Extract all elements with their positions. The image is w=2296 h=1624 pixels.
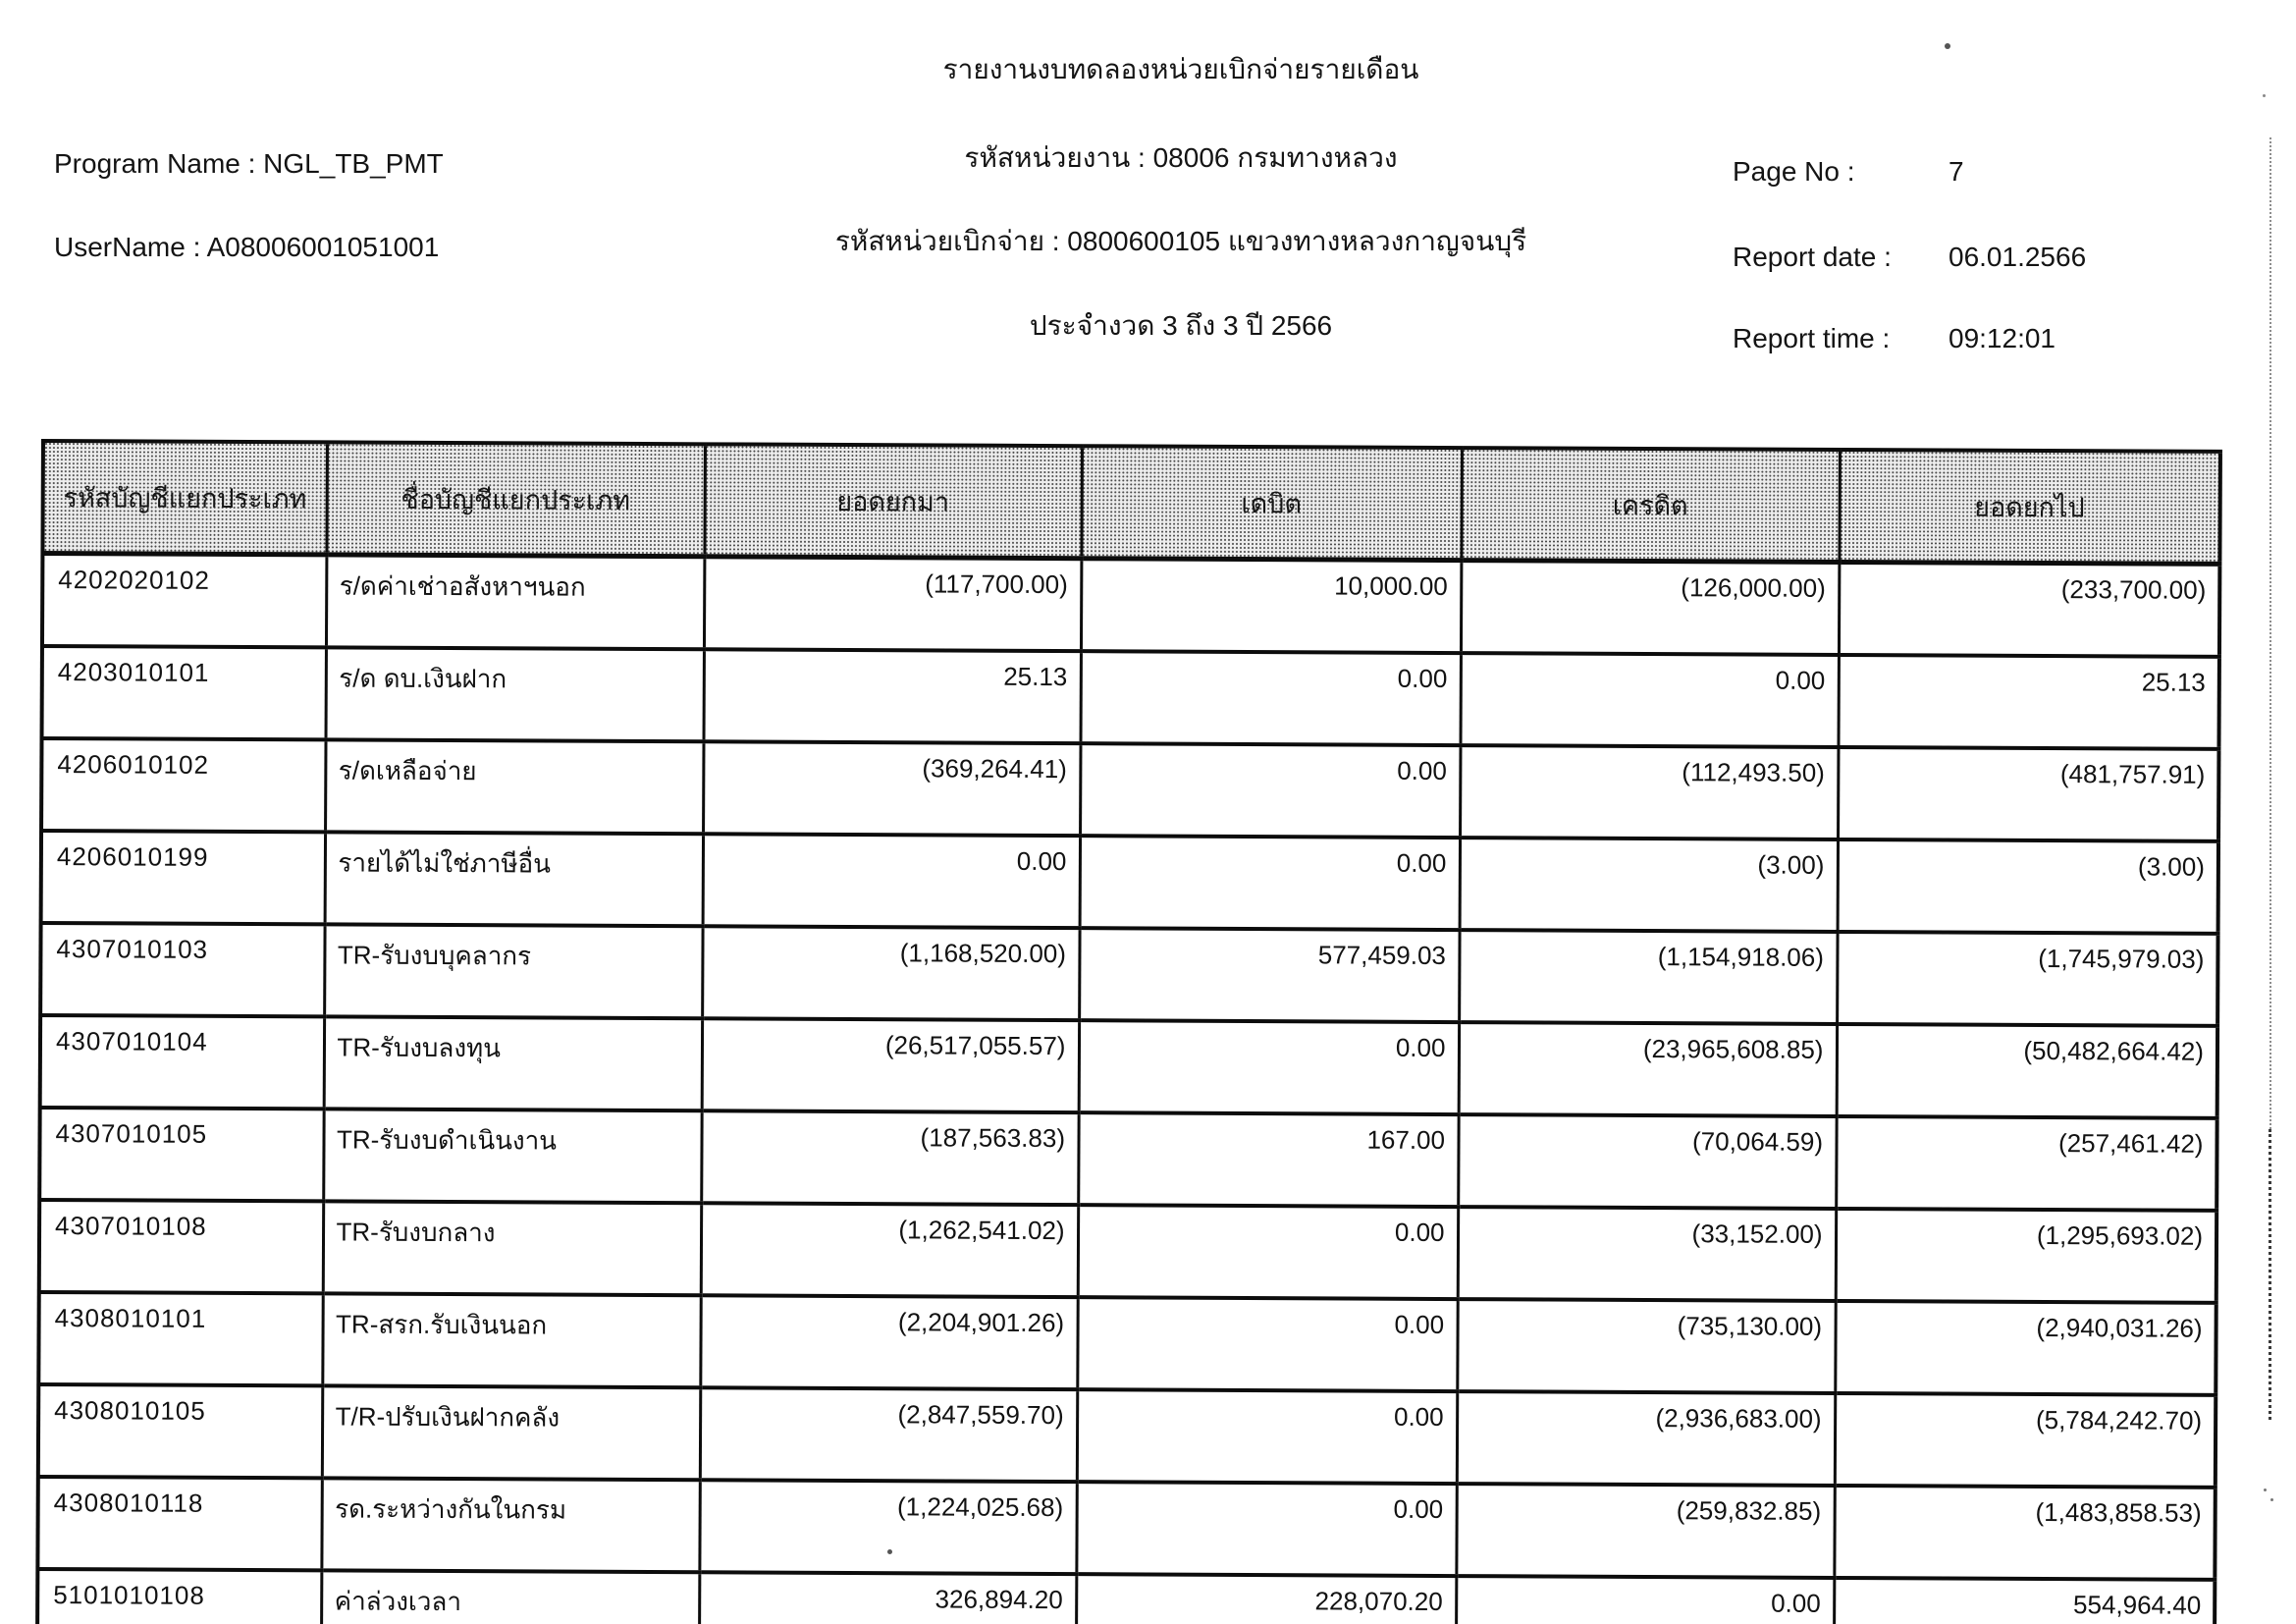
opening-balance-cell: (117,700.00) (704, 557, 1081, 651)
table-row (38, 1384, 2216, 1488)
page-no-label: Page No : (1733, 156, 1855, 187)
account-name-cell: ค่าล่วงเวลา (321, 1570, 699, 1624)
account-code-cell: 4206010102 (41, 738, 325, 832)
disbursement-unit-line: รหัสหน่วยเบิกจ่าย : 0800600105 แขวงทางหลวงกาญจนบุรี (834, 226, 1527, 256)
opening-balance-cell: (1,224,025.68) (699, 1480, 1076, 1574)
closing-balance-cell: (2,940,031.26) (1835, 1301, 2216, 1395)
opening-balance-cell: (26,517,055.57) (702, 1018, 1079, 1112)
user-name: UserName : A08006001051001 (54, 232, 440, 262)
account-code-cell: 4307010108 (39, 1200, 323, 1293)
right-margin-dark-dotted-line (2269, 1129, 2271, 1420)
debit-cell: 0.00 (1079, 1020, 1459, 1114)
debit-cell: 0.00 (1076, 1482, 1456, 1576)
debit-cell: 0.00 (1077, 1297, 1457, 1391)
opening-balance-cell: (1,168,520.00) (702, 926, 1079, 1020)
table-row (42, 646, 2219, 749)
closing-balance-cell: 554,964.40 (1834, 1578, 2215, 1624)
table-row (39, 1200, 2216, 1303)
page-title: รายงานงบทดลองหน่วยเบิกจ่ายรายเดือน (942, 54, 1419, 84)
scan-speck (2263, 94, 2266, 97)
account-name-cell: TR-สรก.รับเงินนอก (322, 1293, 700, 1387)
credit-cell: (3.00) (1460, 838, 1838, 932)
closing-balance-cell: (481,757.91) (1838, 747, 2218, 841)
account-name-cell: รด.ระหว่างกันในกรม (321, 1478, 699, 1572)
table-body (37, 554, 2219, 1624)
credit-cell: (112,493.50) (1460, 745, 1838, 839)
credit-cell: (735,130.00) (1457, 1299, 1835, 1393)
debit-cell: 228,070.20 (1076, 1574, 1456, 1624)
opening-balance-cell: (2,847,559.70) (700, 1387, 1077, 1482)
account-code-cell: 4307010104 (40, 1015, 324, 1109)
opening-balance-cell: (2,204,901.26) (700, 1295, 1077, 1389)
page-no-value: 7 (1949, 156, 1964, 187)
debit-cell: 10,000.00 (1081, 559, 1461, 653)
col-header-credit: เครดิต (1461, 448, 1840, 562)
debit-cell: 577,459.03 (1079, 928, 1459, 1022)
account-name-cell: ร/ดค่าเช่าอสังหาฯนอก (326, 555, 704, 649)
closing-balance-cell: 25.13 (1838, 655, 2218, 749)
account-name-cell: TR-รับงบกลาง (323, 1201, 701, 1295)
credit-cell: 0.00 (1456, 1576, 1834, 1624)
closing-balance-cell: (50,482,664.42) (1837, 1024, 2217, 1118)
account-code-cell: 4206010199 (41, 831, 325, 924)
table-row (40, 1015, 2217, 1118)
account-name-cell: รายได้ไม่ใช่ภาษีอื่น (325, 832, 703, 926)
report-date-label: Report date : (1733, 242, 1892, 272)
col-header-account-code: รหัสบัญชีแยกประเภท (42, 441, 327, 555)
opening-balance-cell: (369,264.41) (703, 741, 1080, 836)
trial-balance-table (35, 439, 2222, 1624)
closing-balance-cell: (233,700.00) (1839, 562, 2219, 656)
closing-balance-cell: (5,784,242.70) (1835, 1393, 2216, 1488)
scan-speck (1945, 43, 1950, 49)
account-name-cell: ร/ดเหลือจ่าย (325, 739, 703, 834)
account-name-cell: T/R-ปรับเงินฝากคลัง (322, 1385, 700, 1480)
credit-cell: (126,000.00) (1461, 561, 1839, 655)
credit-cell: (70,064.59) (1458, 1114, 1836, 1209)
col-header-account-name: ชื่อบัญชีแยกประเภท (326, 442, 705, 556)
debit-cell: 0.00 (1078, 1205, 1458, 1299)
account-name-cell: TR-รับงบดำเนินงาน (323, 1109, 701, 1203)
opening-balance-cell: (1,262,541.02) (701, 1203, 1078, 1297)
col-header-debit: เดบิต (1081, 446, 1462, 560)
scan-speck (2264, 1489, 2267, 1491)
account-code-cell: 4307010105 (39, 1108, 323, 1201)
closing-balance-cell: (1,745,979.03) (1837, 932, 2217, 1026)
table-row (37, 1477, 2215, 1580)
credit-cell: 0.00 (1460, 653, 1838, 747)
opening-balance-cell: 0.00 (703, 834, 1080, 928)
closing-balance-cell: (1,483,858.53) (1834, 1486, 2215, 1580)
agency-code-line: รหัสหน่วยงาน : 08006 กรมทางหลวง (964, 142, 1398, 173)
col-header-closing-balance: ยอดยกไป (1839, 450, 2220, 564)
debit-cell: 0.00 (1080, 651, 1460, 745)
closing-balance-cell: (257,461.42) (1836, 1116, 2216, 1211)
report-time-value: 09:12:01 (1949, 323, 2056, 353)
table-header (42, 441, 2220, 564)
opening-balance-cell: 326,894.20 (699, 1572, 1076, 1624)
debit-cell: 167.00 (1078, 1112, 1458, 1207)
table-row (41, 738, 2218, 841)
debit-cell: 0.00 (1080, 836, 1460, 930)
table-row (39, 1108, 2216, 1211)
program-name: Program Name : NGL_TB_PMT (54, 148, 444, 179)
account-code-cell: 4202020102 (42, 554, 326, 648)
account-name-cell: TR-รับงบลงทุน (324, 1016, 702, 1110)
debit-cell: 0.00 (1077, 1389, 1457, 1484)
account-code-cell: 4203010101 (42, 646, 326, 739)
account-code-cell: 4308010105 (38, 1384, 322, 1478)
credit-cell: (259,832.85) (1456, 1484, 1834, 1578)
scan-speck (887, 1549, 892, 1554)
account-code-cell: 4308010101 (38, 1292, 322, 1385)
report-time-label: Report time : (1733, 323, 1891, 353)
debit-cell: 0.00 (1080, 743, 1460, 838)
credit-cell: (1,154,918.06) (1459, 930, 1837, 1024)
table-row (41, 831, 2218, 934)
credit-cell: (23,965,608.85) (1459, 1022, 1837, 1116)
report-date-value: 06.01.2566 (1949, 242, 2087, 272)
closing-balance-cell: (3.00) (1838, 839, 2218, 934)
table-row (40, 923, 2217, 1026)
closing-balance-cell: (1,295,693.02) (1836, 1209, 2216, 1303)
account-code-cell: 5101010108 (37, 1569, 321, 1624)
credit-cell: (33,152.00) (1458, 1207, 1836, 1301)
account-name-cell: ร/ด ดบ.เงินฝาก (326, 647, 704, 741)
table-row (37, 1569, 2215, 1624)
scan-speck (2270, 1498, 2273, 1501)
period-line: ประจำงวด 3 ถึง 3 ปี 2566 (1029, 310, 1333, 341)
account-name-cell: TR-รับงบบุคลากร (324, 924, 702, 1018)
table-row (38, 1292, 2216, 1395)
account-code-cell: 4308010118 (37, 1477, 321, 1570)
opening-balance-cell: 25.13 (704, 649, 1081, 743)
account-code-cell: 4307010103 (40, 923, 324, 1016)
opening-balance-cell: (187,563.83) (701, 1110, 1078, 1205)
col-header-opening-balance: ยอดยกมา (704, 444, 1082, 558)
table-row (42, 554, 2219, 657)
table-header-row (42, 441, 2220, 564)
right-margin-dotted-line (2269, 137, 2271, 1129)
credit-cell: (2,936,683.00) (1457, 1391, 1835, 1486)
